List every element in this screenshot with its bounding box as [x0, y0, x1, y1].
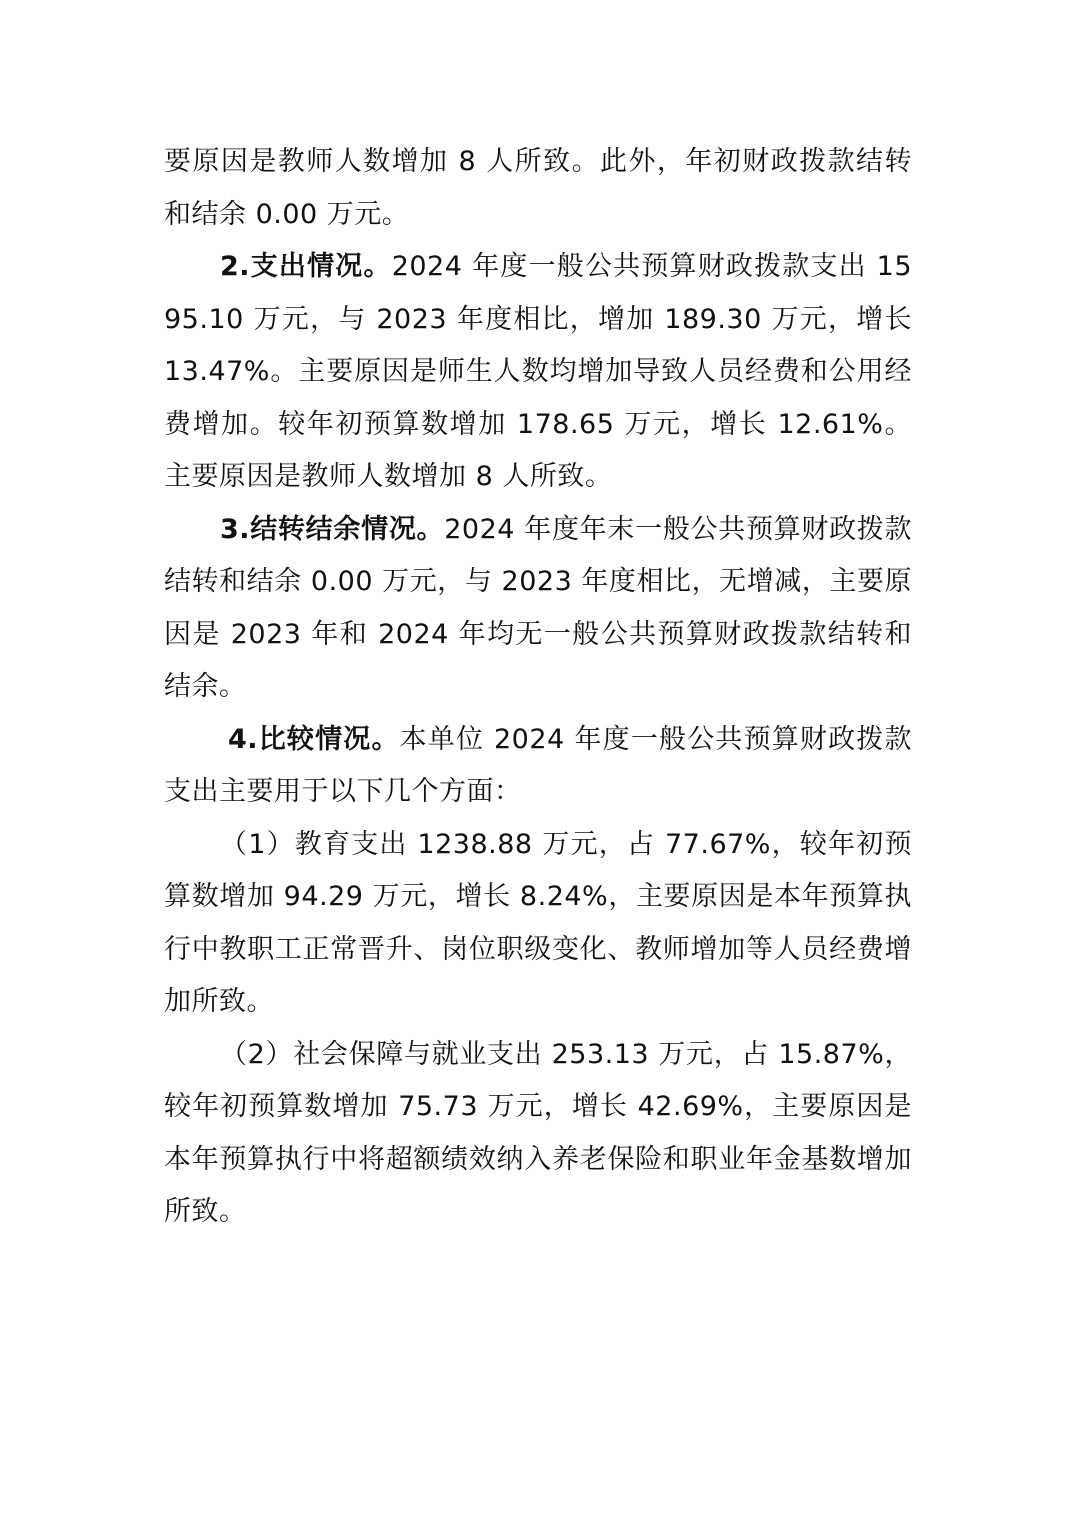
- paragraph-income-continued: [164, 136, 912, 241]
- section-heading-comparison: 4.比较情况。: [228, 723, 400, 755]
- paragraph-expenditure: [164, 241, 912, 504]
- paragraph-text: 本单位 2024 年度一般公共预算财政拨款支出主要用于以下几个方面：: [164, 723, 912, 807]
- paragraph-education-expenditure: [164, 819, 912, 1029]
- paragraph-social-security-expenditure: [164, 1029, 912, 1239]
- section-heading-expenditure: 2.支出情况。: [220, 251, 392, 282]
- paragraph-carryover: [164, 504, 912, 714]
- paragraph-text: （2）社会保障与就业支出 253.13 万元，占 15.87%，较年初预算数增加 75.73 万元，增长 42.69%，主要原因是本年预算执行中将超额绩效纳入养老保险和职业年金基数增加所致。: [164, 1038, 912, 1227]
- paragraph-comparison: [164, 714, 912, 819]
- paragraph-text: 2024 年度一般公共预算财政拨款支出 1595.10 万元，与 2023 年度相比，增加 189.30 万元，增长 13.47%。主要原因是师生人数均增加导致人员经费和公用经费增加。较年初预算数增加 178.65 万元，增长 12.61%。主要原因是教师人数增加 8 人所致。: [164, 251, 913, 492]
- document-page: [164, 136, 912, 1239]
- section-heading-carryover: 3.结转结余情况。: [220, 513, 445, 545]
- paragraph-text: （1）教育支出 1238.88 万元，占 77.67%，较年初预算数增加 94.29 万元，增长 8.24%，主要原因是本年预算执行中教职工正常晋升、岗位职级变化、教师增加等人员经费增加所致。: [164, 828, 912, 1017]
- paragraph-text: 2024 年度年末一般公共预算财政拨款结转和结余 0.00 万元，与 2023 年度相比，无增减，主要原因是 2023 年和 2024 年均无一般公共预算财政拨款结转和结余。: [164, 513, 913, 702]
- paragraph-text: 要原因是教师人数增加 8 人所致。此外，年初财政拨款结转和结余 0.00 万元。: [164, 146, 912, 230]
